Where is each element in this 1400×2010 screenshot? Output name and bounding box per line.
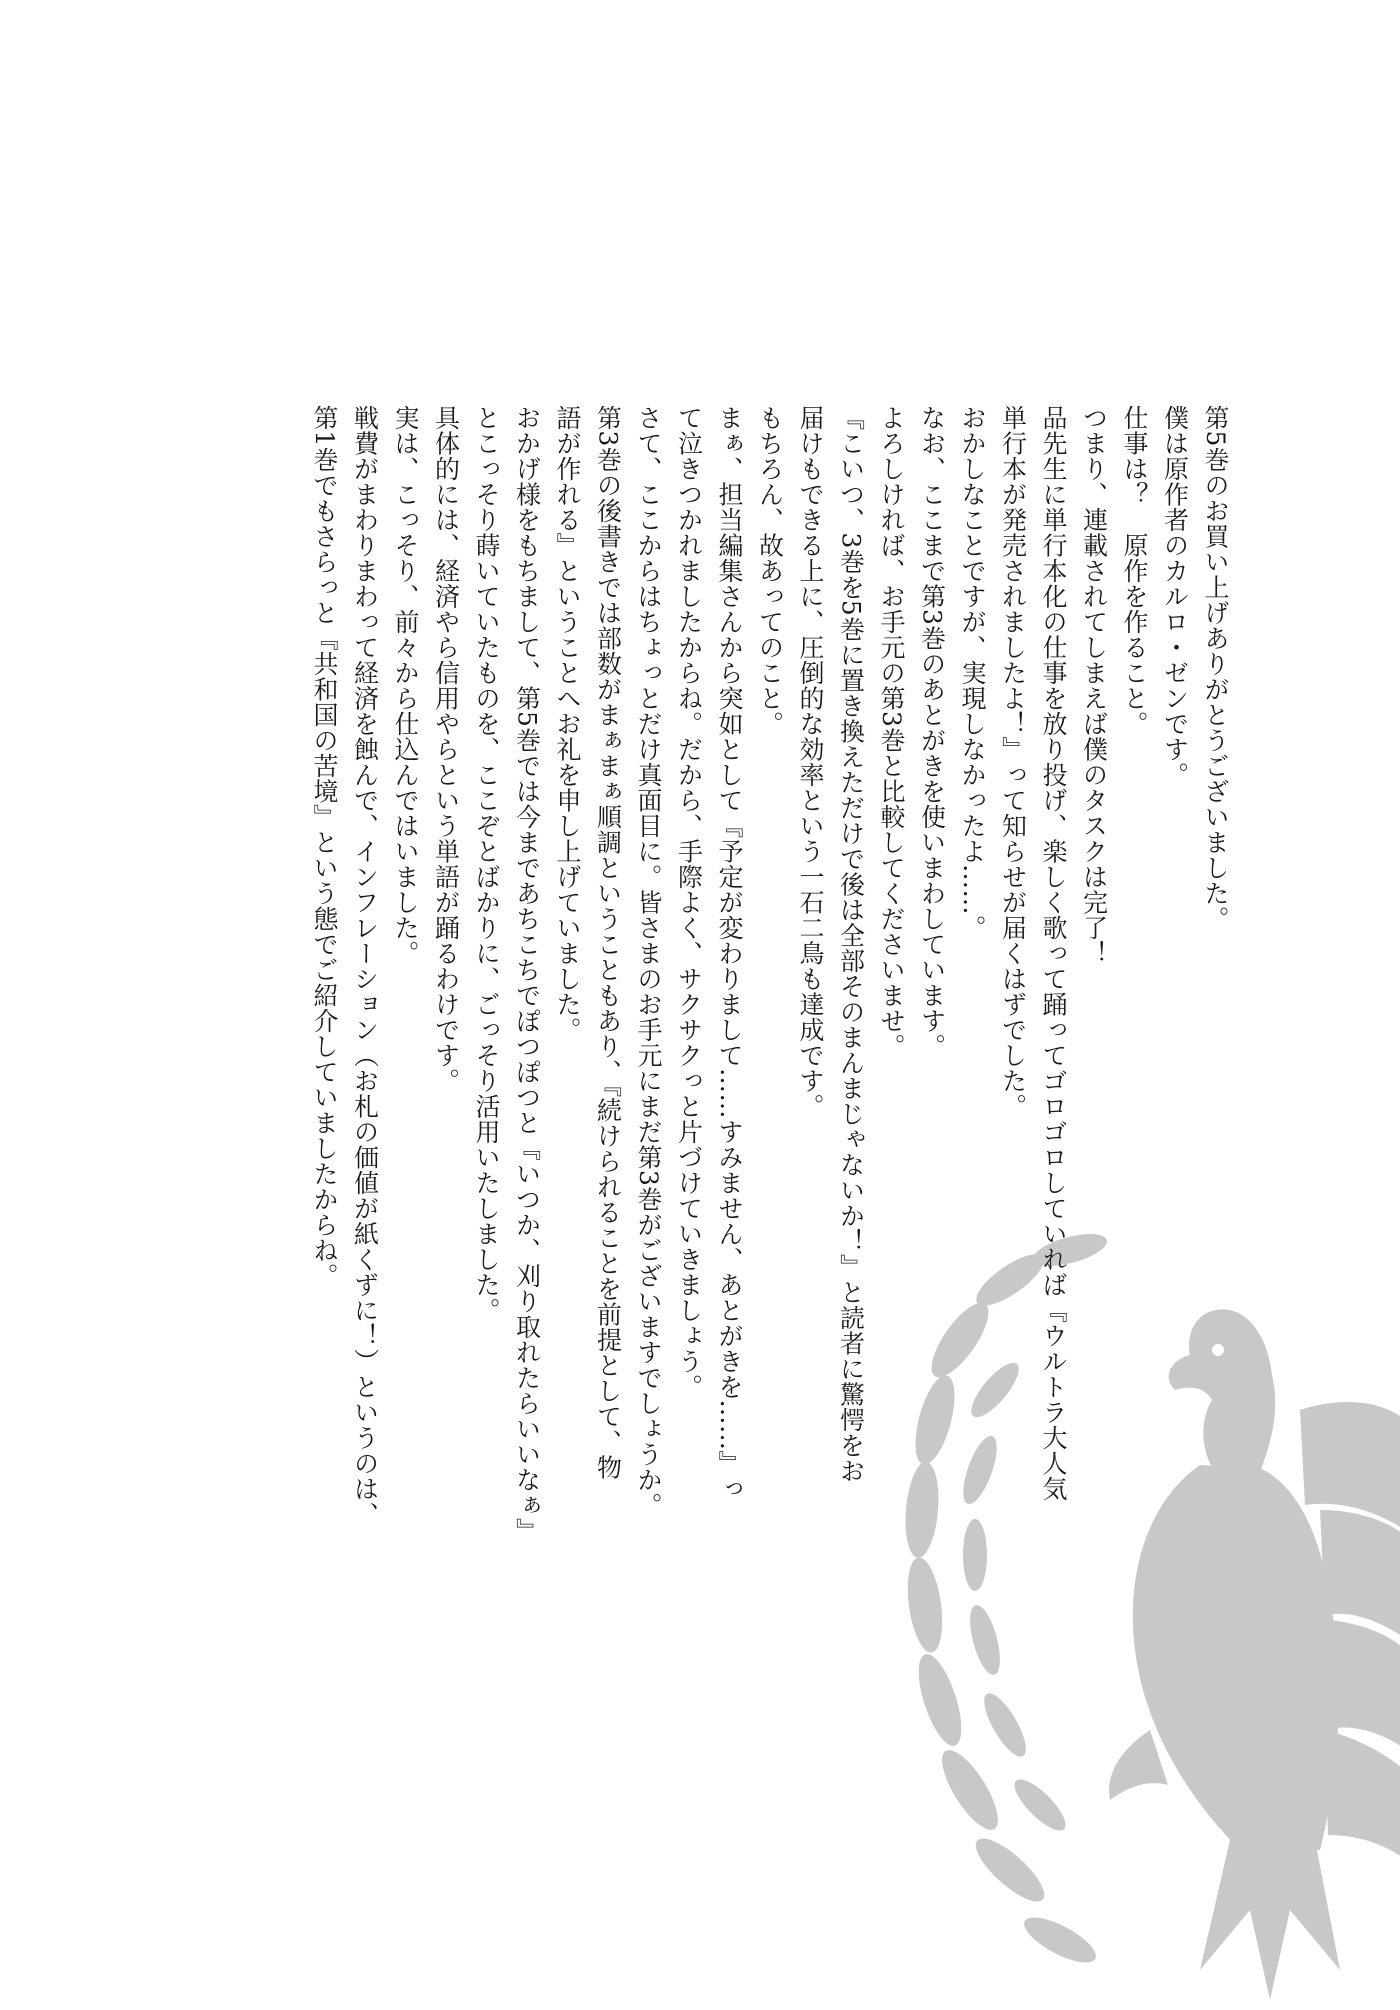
text-line: 届けもできる上に、圧倒的な効率という一石二鳥も達成です。: [796, 405, 825, 1119]
text-line: 第5巻のお買い上げありがとうございました。: [1201, 405, 1230, 932]
text-line: おかげ様をもちまして、第5巻では今まであちこちでぽつぽつと『いつか、刈り取れたらいいなぁ』: [512, 405, 542, 1544]
text-line: まぁ、担当編集さんから突如として『予定が変わりまして……すみません、あとがきを……』っ: [715, 405, 744, 1502]
text-line: おかしなことですが、実現しなかったよ……。: [958, 405, 987, 941]
text-line: もちろん、故あってのこと。: [755, 405, 785, 737]
text-line: なお、ここまで第3巻のあとがきを使いまわしています。: [917, 405, 947, 1059]
text-line: つまり、連載されてしまえば僕のタスクは完了！: [1079, 405, 1109, 966]
text-line: さて、ここからはちょっとだけ真面目に。皆さまのお手元にまだ第3巻がございますでしょうか。: [634, 405, 663, 1518]
text-line: 語が作れる』ということへお礼を申し上げていました。: [553, 405, 582, 1043]
text-line: 仕事は？ 原作を作ること。: [1120, 405, 1149, 737]
text-line: 品先生に単行本化の仕事を放り投げ、楽しく歌って踊ってゴロゴロしていれば『ウルトラ大人気: [1039, 405, 1068, 1502]
text-line: 単行本が発売されましたよ！』って知らせが届くはずでした。: [998, 405, 1028, 1119]
text-line: て泣きつかれましたからね。だから、手際よく、サクサクっと片づけていきましょう。: [674, 405, 704, 1400]
text-line: 実は、こっそり、前々から仕込んではいました。: [391, 405, 420, 966]
text-line: よろしければ、お手元の第3巻と比較してくださいませ。: [877, 405, 906, 1059]
text-line: 『こいつ、3巻を5巻に置き換えただけで後は全部そのまんまじゃないか！』と読者に驚愕をお: [836, 405, 866, 1484]
text-line: とこっそり蒔いていたものを、ここぞとばかりに、ごっそり活用いたしました。: [472, 405, 501, 1323]
text-line: 第1巻でもさらっと『共和国の苦境』という態でご紹介していましたからね。: [310, 405, 339, 1289]
text-line: 僕は原作者のカルロ・ゼンです。: [1160, 405, 1190, 788]
text-line: 具体的には、経済やら信用やらという単語が踊るわけです。: [431, 405, 461, 1094]
text-line: 第3巻の後書きでは部数がまぁまぁ順調ということもあり、『続けられることを前提として、物: [593, 405, 623, 1480]
text-line: 戦費がまわりまわって経済を蝕んで、インフレーション（お札の価値が紙くずに！）というのは、: [350, 405, 380, 1527]
afterword-text: [304, 405, 1236, 1950]
